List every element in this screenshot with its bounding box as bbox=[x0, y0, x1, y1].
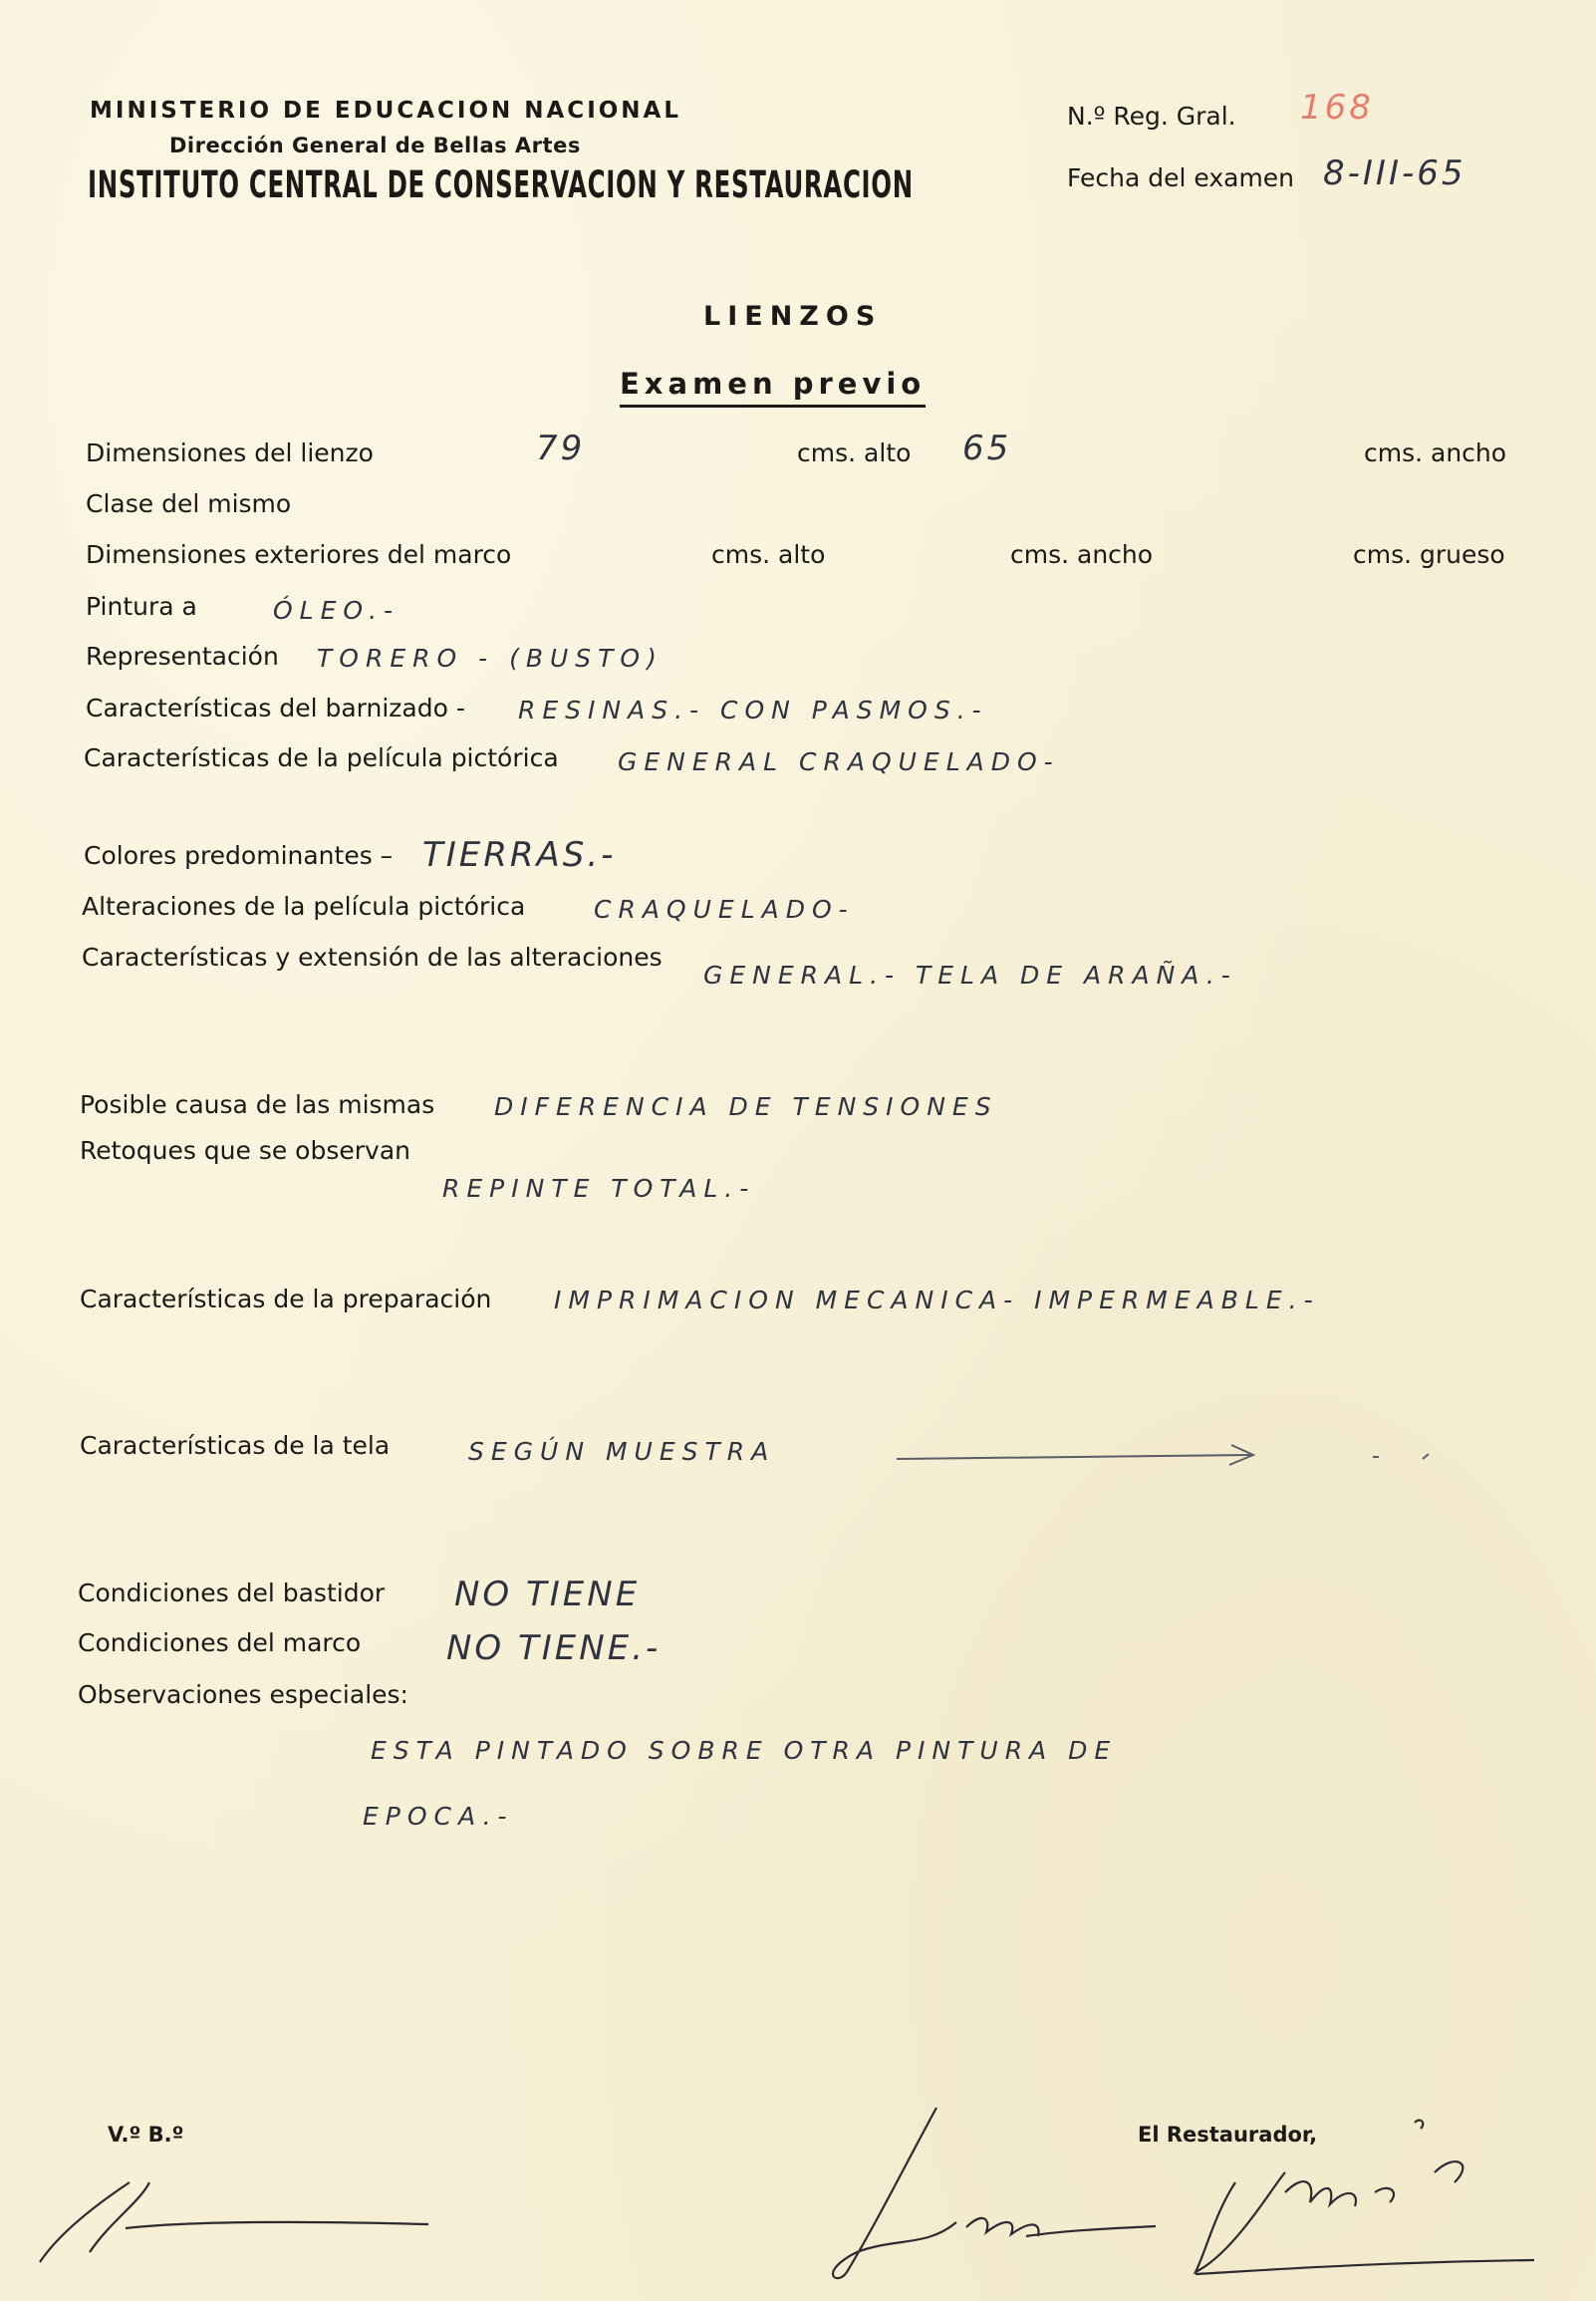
unit-marco-alto: cms. alto bbox=[711, 540, 826, 569]
unit-marco-ancho: cms. ancho bbox=[1010, 540, 1154, 569]
label-causa: Posible causa de las mismas bbox=[80, 1090, 435, 1119]
label-barnizado: Características del barnizado - bbox=[86, 694, 465, 722]
value-alto: 79 bbox=[536, 429, 586, 468]
restaurador-label: El Restaurador, bbox=[1138, 2123, 1318, 2147]
value-representacion: TORERO - (BUSTO) bbox=[317, 644, 664, 673]
label-pintura: Pintura a bbox=[86, 592, 197, 621]
directorate-heading: Dirección General de Bellas Artes bbox=[169, 134, 581, 157]
value-causa: DIFERENCIA DE TENSIONES bbox=[494, 1092, 998, 1121]
unit-marco-grueso: cms. grueso bbox=[1353, 540, 1505, 569]
label-observaciones: Observaciones especiales: bbox=[78, 1680, 408, 1709]
value-tela: SEGÚN MUESTRA bbox=[468, 1437, 776, 1466]
label-pelicula: Características de la película pictórica bbox=[84, 743, 559, 772]
reg-label: N.º Reg. Gral. bbox=[1067, 102, 1236, 131]
unit-alto: cms. alto bbox=[797, 438, 912, 467]
exam-date: 8-III-65 bbox=[1323, 153, 1466, 193]
restaurador-signature bbox=[817, 2103, 1554, 2292]
value-observaciones-line1: ESTA PINTADO SOBRE OTRA PINTURA DE bbox=[371, 1736, 1118, 1765]
ministry-heading: MINISTERIO DE EDUCACION NACIONAL bbox=[90, 98, 682, 124]
institute-heading: INSTITUTO CENTRAL DE CONSERVACION Y RESTAURACION bbox=[88, 163, 914, 206]
vb-signature bbox=[30, 2162, 448, 2272]
value-alteraciones: CRAQUELADO- bbox=[594, 895, 855, 924]
label-bastidor: Condiciones del bastidor bbox=[78, 1579, 386, 1607]
label-representacion: Representación bbox=[86, 642, 279, 671]
value-bastidor: NO TIENE bbox=[454, 1575, 641, 1614]
label-dimensiones-lienzo: Dimensiones del lienzo bbox=[86, 438, 374, 467]
label-alteraciones: Alteraciones de la película pictórica bbox=[82, 892, 526, 921]
value-observaciones-line2: EPOCA.- bbox=[363, 1802, 514, 1831]
label-dimensiones-marco: Dimensiones exteriores del marco bbox=[86, 540, 512, 569]
label-retoques: Retoques que se observan bbox=[80, 1136, 410, 1165]
label-tela: Características de la tela bbox=[80, 1431, 391, 1460]
label-preparacion: Características de la preparación bbox=[80, 1285, 492, 1313]
unit-ancho: cms. ancho bbox=[1364, 438, 1507, 467]
value-retoques: REPINTE TOTAL.- bbox=[442, 1174, 756, 1203]
form-title: LIENZOS bbox=[703, 301, 883, 332]
vb-label: V.º B.º bbox=[108, 2123, 184, 2147]
arrow-mark bbox=[897, 1439, 1435, 1469]
value-barnizado: RESINAS.- CON PASMOS.- bbox=[518, 696, 988, 724]
value-marco: NO TIENE.- bbox=[446, 1628, 662, 1668]
form-subtitle: Examen previo bbox=[620, 367, 926, 408]
label-extension: Características y extensión de las alteraciones bbox=[82, 943, 663, 972]
reg-number: 168 bbox=[1300, 88, 1374, 128]
value-colores: TIERRAS.- bbox=[422, 835, 617, 875]
label-marco: Condiciones del marco bbox=[78, 1628, 362, 1657]
value-ancho: 65 bbox=[962, 429, 1012, 468]
date-label: Fecha del examen bbox=[1067, 163, 1295, 192]
value-pintura: ÓLEO.- bbox=[273, 596, 400, 625]
label-colores: Colores predominantes – bbox=[84, 841, 394, 870]
label-clase: Clase del mismo bbox=[86, 489, 292, 518]
value-pelicula: GENERAL CRAQUELADO- bbox=[618, 747, 1060, 776]
value-preparacion: IMPRIMACION MECANICA- IMPERMEABLE.- bbox=[554, 1286, 1320, 1314]
value-extension: GENERAL.- TELA DE ARAÑA.- bbox=[703, 961, 1237, 990]
